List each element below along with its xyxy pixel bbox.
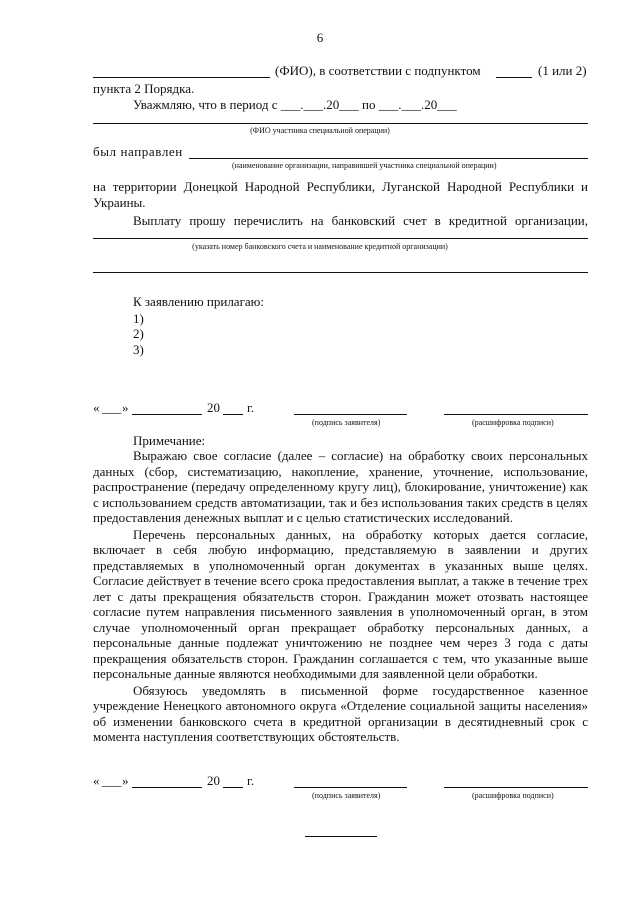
date-month-line[interactable] <box>132 787 202 788</box>
date-year-prefix: 20 <box>207 400 220 415</box>
territory-text: на территории Донецкой Народной Республики, Луганской Народной Республики и Украины. <box>93 179 588 210</box>
signature-decode-caption: (расшифровка подписи) <box>472 791 554 800</box>
order-item-text: пункта 2 Порядка. <box>93 81 195 96</box>
signature-decode-caption: (расшифровка подписи) <box>472 418 554 427</box>
attachment-item[interactable]: 1) <box>133 311 144 326</box>
payment-paragraph <box>93 213 588 229</box>
consent-paragraph: Выражаю свое согласие (далее – согласие) на обработку своих персональных данных (сбор, систематизацию, накопление, хранение, уточнение, использование, распространение (передачу определенному кругу лиц), блокирование, уничтожение) как с использованием средств автоматизации, так и без использования таких средств в целях предоставления денежных выплат и с целью статистических исследований. <box>93 448 588 525</box>
was-sent-label: был направлен <box>93 144 183 159</box>
bank-account-line[interactable] <box>93 238 588 239</box>
signature-decode-line[interactable] <box>444 414 588 415</box>
subpoint-blank-line[interactable] <box>496 77 532 78</box>
period-mid: по <box>362 97 376 112</box>
signature-caption: (подпись заявителя) <box>312 418 381 427</box>
note-paragraphs <box>93 448 588 745</box>
date-day-blank[interactable]: ___ <box>102 400 122 415</box>
date-year-suffix: г. <box>247 773 255 788</box>
fio-blank-line[interactable] <box>93 77 270 78</box>
bank-account-caption: (указать номер банковского счета и наименование кредитной организации) <box>192 242 448 251</box>
attachments-title: К заявлению прилагаю: <box>133 294 265 309</box>
participant-fio-line[interactable] <box>93 123 588 124</box>
signature-decode-line[interactable] <box>444 787 588 788</box>
closing-divider <box>305 836 377 837</box>
attachment-item[interactable]: 3) <box>133 342 144 357</box>
signature-line[interactable] <box>294 414 407 415</box>
note-title: Примечание: <box>133 433 206 448</box>
date-year-suffix: г. <box>247 400 255 415</box>
territory-paragraph <box>93 179 588 210</box>
date-day-blank[interactable]: ___ <box>102 773 122 788</box>
date-year-line[interactable] <box>223 787 243 788</box>
signature-line[interactable] <box>294 787 407 788</box>
date-year-prefix: 20 <box>207 773 220 788</box>
period-end[interactable]: ___.___.20___ <box>378 97 457 112</box>
fio-subpoint-text: (ФИО), в соответствии с подпунктом <box>275 63 481 78</box>
date-month-line[interactable] <box>132 414 202 415</box>
date-quote-close: » <box>122 400 129 415</box>
payment-request-text: Выплату прошу перечислить на банковский счет в кредитной организации, <box>133 213 588 228</box>
date-quote-close: » <box>122 773 129 788</box>
data-list-paragraph: Перечень персональных данных, на обработку которых дается согласие, включает в себя любую информацию, представляемую в заявлении и других представляемых в уполномоченный орган документах в указанных выше целях. Согласие действует в течение всего срока предоставления выплат, а также в течение трех лет с даты прекращения обязательств сторон. Гражданин может отозвать настоящее согласие путем направления письменного заявления в уполномоченный орган, в этом случае уполномоченный орган прекращает обработку персональных данных, а персональные данные подлежат уничтожению не позднее чем через 3 года с даты прекращения обязательств сторон. Гражданин соглашается с тем, что указанные выше персональные данные являются необходимыми для заявленной цели обработки. <box>93 526 588 681</box>
bank-account-line-2[interactable] <box>93 272 588 273</box>
period-start[interactable]: ___.___.20___ <box>280 97 359 112</box>
page-number: 6 <box>316 30 324 45</box>
organization-line[interactable] <box>189 158 588 159</box>
obligation-paragraph: Обязуюсь уведомлять в письменной форме государственное казенное учреждение Ненецкого автономного округа «Отделение социальной защиты населения» об изменении банковского счета в кредитной организации в десятидневный срок с момента наступления соответствующих обстоятельств. <box>93 682 588 744</box>
subpoint-option-text: (1 или 2) <box>538 63 587 78</box>
date-quote-open: « <box>93 400 100 415</box>
organization-caption: (наименование организации, направившей участника специальной операции) <box>232 161 497 170</box>
signature-caption: (подпись заявителя) <box>312 791 381 800</box>
notify-period-line <box>133 97 457 113</box>
attachment-item[interactable]: 2) <box>133 326 144 341</box>
participant-fio-caption: (ФИО участника специальной операции) <box>250 126 390 135</box>
date-quote-open: « <box>93 773 100 788</box>
notify-prefix: Уважмляю, что в период с <box>133 97 278 112</box>
date-year-line[interactable] <box>223 414 243 415</box>
